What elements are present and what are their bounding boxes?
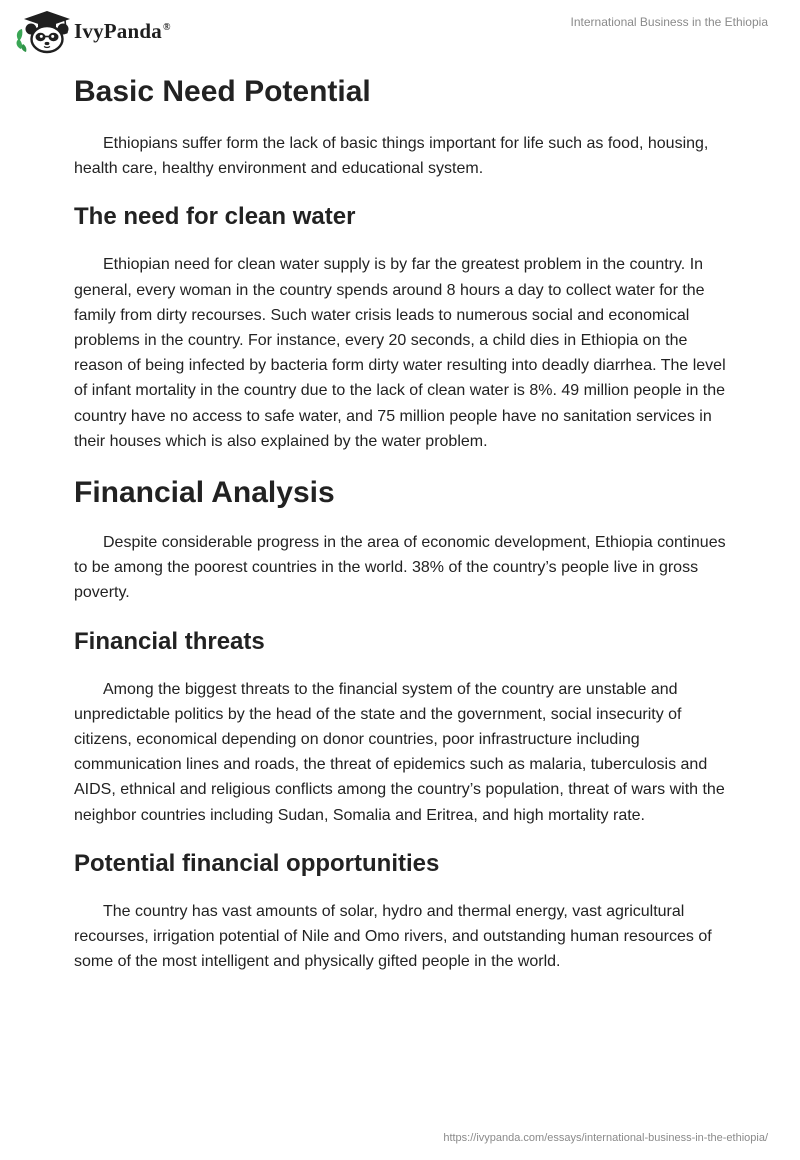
heading-financial-threats: Financial threats	[74, 627, 265, 655]
paragraph-clean-water: Ethiopian need for clean water supply is by far the greatest problem in the country. In general, every woman in the country spends around 8 hours a day to collect water for the family from dirty recourses. Such water crisis leads to numerous social and economical problems in the country. For instance, every 20 seconds, a child dies in Ethiopia on the reason of being infected by bacteria form dirty water resulting into deadly diarrhea. The level of infant mortality in the country due to the lack of clean water is 8%. 49 million people in the country have no access to safe water, and 75 million people have no sanitation services in their houses which is also explained by the water problem.	[74, 256, 726, 450]
heading-basic-need-potential: Basic Need Potential	[74, 75, 371, 108]
source-url[interactable]: https://ivypanda.com/essays/international-business-in-the-ethiopia/	[443, 1132, 768, 1144]
heading-financial-analysis: Financial Analysis	[74, 476, 335, 510]
panda-graduate-icon	[14, 8, 72, 54]
ivypanda-logo[interactable]	[14, 8, 171, 54]
paragraph-basic-need-potential: Ethiopians suffer form the lack of basic things important for life such as food, housing, health care, healthy environment and educational system.	[74, 135, 709, 178]
paragraph-financial-threats: Among the biggest threats to the financial system of the country are unstable and unpredictable politics by the head of the state and the government, social insecurity of citizens, economical depending on donor countries, poor infrastructure including communication lines and roads, the threat of epidemics such as malaria, tuberculosis and AIDS, ethnical and religious conflicts among the country’s population, threat of wars with the neighbor countries including Sudan, Somalia and Eritrea, and high mortality rate.	[74, 680, 725, 824]
registered-mark: ®	[162, 21, 171, 33]
paragraph-financial-analysis: Despite considerable progress in the area of economic development, Ethiopia continues to be among the poorest countries in the world. 38% of the country’s people live in gross poverty.	[74, 534, 726, 602]
heading-financial-opportunities: Potential financial opportunities	[74, 849, 440, 877]
brand-name	[74, 19, 171, 44]
paragraph-financial-opportunities: The country has vast amounts of solar, hydro and thermal energy, vast agricultural recourses, irrigation potential of Nile and Omo rivers, and outstanding human resources of some of the most intelligent and physically gifted people in the world.	[74, 902, 712, 971]
brand-name-text: IvyPanda	[74, 18, 162, 43]
essay-content	[74, 72, 730, 974]
document-title: International Business in the Ethiopia	[570, 15, 768, 29]
heading-clean-water: The need for clean water	[74, 203, 356, 231]
page-header	[0, 0, 800, 60]
